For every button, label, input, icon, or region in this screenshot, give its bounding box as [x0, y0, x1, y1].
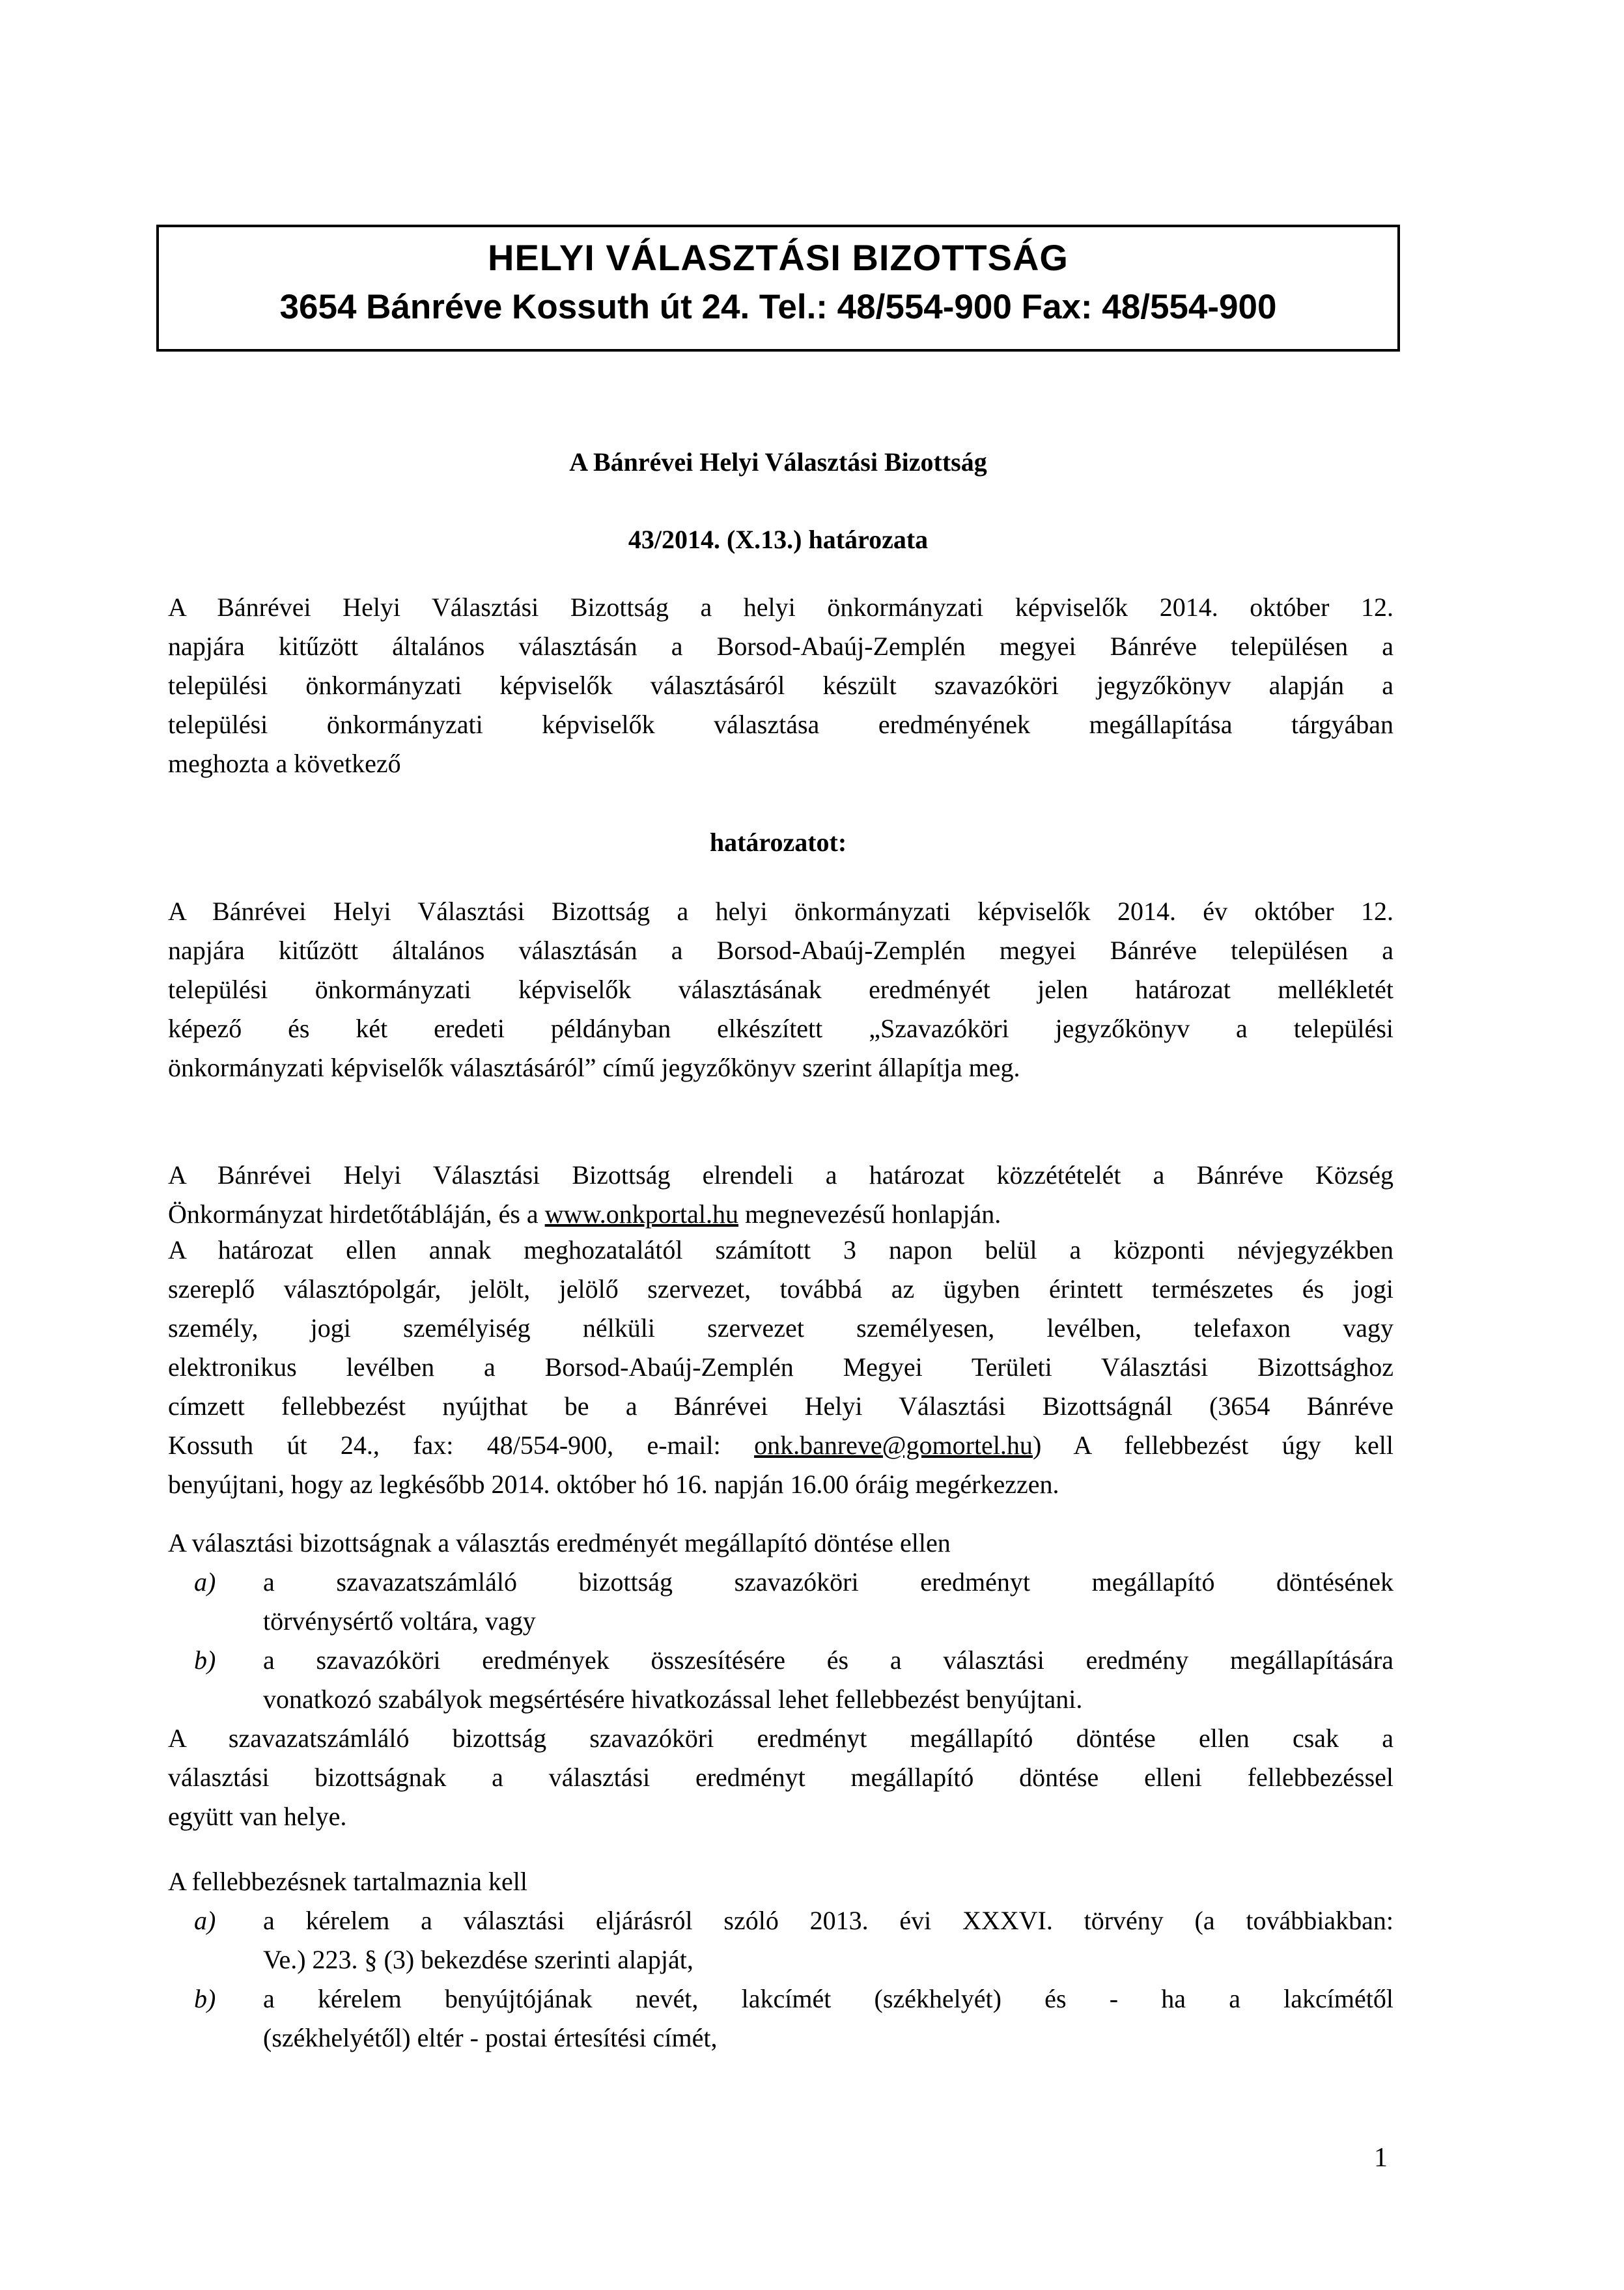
grounds-intro [168, 1524, 1393, 1563]
letterhead-box [156, 225, 1400, 352]
text-line: választási bizottságnak a választási eredményt megállapító döntése elleni fellebbezéssel [168, 1763, 1393, 1792]
text-line: települési önkormányzati képviselők választásának eredményét jelen határozat mellékletét [168, 975, 1393, 1004]
letterhead-title: HELYI VÁLASZTÁSI BIZOTTSÁG [488, 237, 1069, 278]
text-line: vonatkozó szabályok megsértésére hivatkozással lehet fellebbezést benyújtani. [263, 1684, 1083, 1714]
page-number: 1 [1374, 2143, 1388, 2173]
text-line: címzett fellebbezést nyújthat be a Bánrévei Helyi Választási Bizottságnál (3654 Bánréve [168, 1391, 1393, 1421]
text-line: települési önkormányzati képviselők választásáról készült szavazóköri jegyzőkönyv alapján a [168, 671, 1393, 700]
contents-intro [168, 1862, 1393, 1901]
contents-list [168, 1901, 1393, 2058]
preamble-paragraph [168, 588, 1393, 783]
text-line: A Bánrévei Helyi Választási Bizottság a helyi önkormányzati képviselők 2014. év október 12. [168, 897, 1393, 926]
text-line: a kérelem benyújtójának nevét, lakcímét (székhelyét) és - ha a lakcímétől [263, 1984, 1393, 2013]
text-line: képező és két eredeti példányban elkészített „Szavazóköri jegyzőkönyv a települési [168, 1014, 1393, 1043]
list-marker: b) [194, 1984, 216, 2013]
text-line: törvénysértő voltára, vagy [263, 1606, 536, 1636]
appeal-paragraph [168, 1231, 1393, 1504]
text-line [168, 1426, 1393, 1465]
text-line: A szavazatszámláló bizottság szavazóköri eredményt megállapító döntése ellen csak a [168, 1724, 1393, 1753]
resolution-paragraph [168, 892, 1393, 1087]
text-line: önkormányzati képviselők választásáról” című jegyzőkönyv szerint állapítja meg. [168, 1053, 1020, 1082]
text-line: személy, jogi személyiség nélküli szervezet személyesen, levélben, telefaxon vagy [168, 1313, 1393, 1343]
text-line: A Bánrévei Helyi Választási Bizottság elrendeli a határozat közzétételét a Bánréve Község [168, 1160, 1393, 1190]
grounds-list [168, 1563, 1393, 1719]
text-line: a kérelem a választási eljárásról szóló 2013. évi XXXVI. törvény (a továbbiakban: [263, 1906, 1393, 1935]
text-fragment: ) A fellebbezést úgy kell [1032, 1431, 1393, 1460]
decision-number: 43/2014. (X.13.) határozata [628, 525, 929, 554]
text-line: Ve.) 223. § (3) bekezdése szerinti alapját, [263, 1945, 693, 1974]
resolution-heading: határozatot: [709, 828, 847, 857]
text-fragment: Önkormányzat hirdetőtábláján, és a [168, 1199, 545, 1229]
text-line: elektronikus levélben a Borsod-Abaúj-Zemplén Megyei Területi Választási Bizottsághoz [168, 1352, 1393, 1382]
text-line: benyújtani, hogy az legkésőbb 2014. október hó 16. napján 16.00 óráig megérkezzen. [168, 1470, 1059, 1499]
text-line: települési önkormányzati képviselők választása eredményének megállapítása tárgyában [168, 710, 1393, 739]
text-line: a szavazatszámláló bizottság szavazóköri eredményt megállapító döntésének [263, 1567, 1393, 1597]
text-line: (székhelyétől) eltér - postai értesítési címét, [263, 2023, 718, 2052]
email-link[interactable]: onk.banreve@gomortel.hu [754, 1431, 1033, 1460]
grounds-note-paragraph [168, 1719, 1393, 1836]
list-marker: b) [194, 1645, 216, 1675]
text-line [168, 1195, 1393, 1234]
text-fragment: megnevezésű honlapján. [738, 1199, 1001, 1229]
text-line: együtt van helye. [168, 1802, 347, 1831]
text-line: meghozta a következő [168, 749, 401, 778]
text-line: A választási bizottságnak a választás eredményét megállapító döntése ellen [168, 1528, 951, 1557]
list-marker: a) [194, 1567, 216, 1597]
text-line: napjára kitűzött általános választásán a Borsod-Abaúj-Zemplén megyei Bánréve településen a [168, 632, 1393, 661]
text-line: napjára kitűzött általános választásán a Borsod-Abaúj-Zemplén megyei Bánréve településen a [168, 936, 1393, 965]
text-line: A határozat ellen annak meghozatalától számított 3 napon belül a központi névjegyzékben [168, 1235, 1393, 1264]
document-title: A Bánrévei Helyi Választási Bizottság [569, 447, 987, 477]
website-link[interactable]: www.onkportal.hu [544, 1199, 739, 1229]
text-line: a szavazóköri eredmények összesítésére és a választási eredmény megállapítására [263, 1645, 1393, 1675]
text-fragment: Kossuth út 24., fax: 48/554-900, e-mail: [168, 1431, 755, 1460]
text-line: A Bánrévei Helyi Választási Bizottság a helyi önkormányzati képviselők 2014. október 12. [168, 593, 1393, 622]
publication-paragraph [168, 1156, 1393, 1234]
text-line: szereplő választópolgár, jelölt, jelölő szervezet, továbbá az ügyben érintett természetes és jogi [168, 1274, 1393, 1304]
letterhead-contact: 3654 Bánréve Kossuth út 24. Tel.: 48/554-900 Fax: 48/554-900 [279, 288, 1277, 326]
list-marker: a) [194, 1906, 216, 1935]
text-line: A fellebbezésnek tartalmaznia kell [168, 1867, 527, 1896]
